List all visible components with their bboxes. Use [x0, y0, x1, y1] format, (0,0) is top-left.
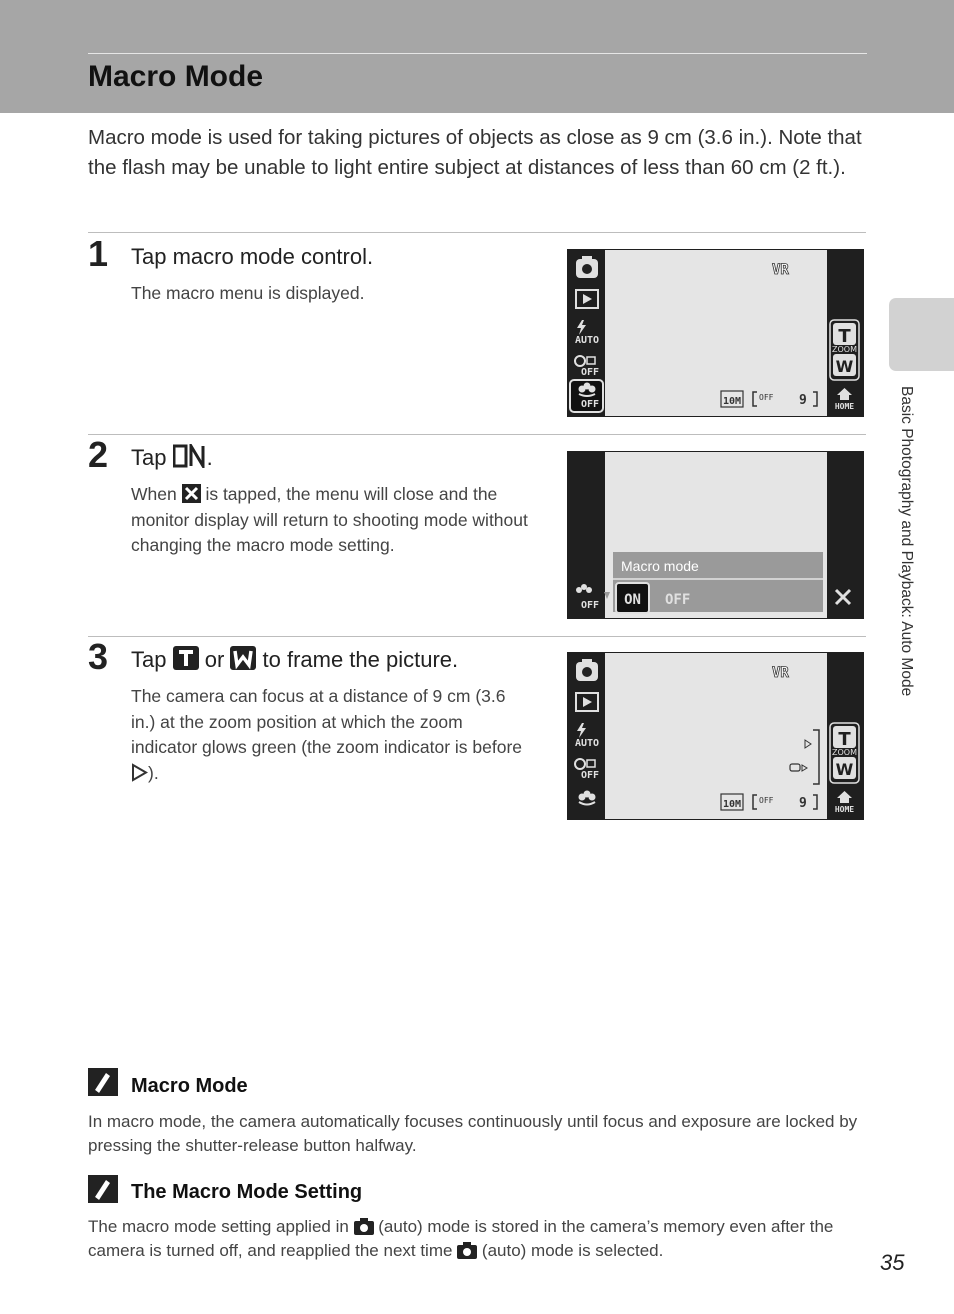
on-button-icon — [173, 444, 207, 468]
home-button[interactable] — [830, 385, 859, 412]
note-body — [88, 1215, 868, 1263]
tele-button[interactable]: T — [838, 729, 851, 750]
step-divider — [88, 232, 866, 233]
camera-screen-macro-on — [567, 652, 864, 820]
image-size-label: 10M — [723, 799, 742, 810]
macro-mode-control[interactable] — [570, 380, 603, 412]
self-timer-off-label: OFF — [581, 367, 600, 378]
step-heading-text: . — [206, 445, 213, 470]
macro-menu-title: Macro mode — [621, 558, 699, 574]
note-pencil-icon — [88, 1175, 118, 1203]
step-description-text: ). — [148, 762, 159, 783]
note-body-text: (auto) mode is stored in the camera’s memory even after the camera is turned off, and reapplied the next time — [88, 1217, 834, 1260]
step-description — [131, 482, 531, 559]
wide-button[interactable]: W — [835, 357, 854, 376]
camera-auto-mode-icon — [457, 1241, 477, 1259]
macro-on-label: ON — [624, 592, 641, 608]
vr-icon: VR — [772, 262, 789, 278]
wide-button[interactable]: W — [835, 760, 854, 779]
note-body: In macro mode, the camera automatically focuses continuously until focus and exposure are locked by pressing the shutter-release button halfway. — [88, 1112, 858, 1155]
macro-off-option-label: OFF — [665, 592, 691, 608]
zoom-control[interactable] — [830, 723, 859, 783]
step-number: 2 — [88, 434, 109, 475]
side-tab — [889, 298, 954, 371]
header-band — [0, 0, 954, 113]
playback-icon — [576, 693, 598, 711]
step-number: 3 — [88, 636, 109, 677]
zoom-label: ZOOM — [832, 748, 857, 757]
camera-icon — [576, 659, 598, 681]
step-divider — [88, 636, 866, 637]
step-divider — [88, 434, 866, 435]
zoom-indicator-triangle-icon — [131, 763, 148, 782]
step-description-text: is tapped, the menu will close and the monitor display will return to shooting mode without changing the macro mode setting. — [131, 484, 528, 555]
step-description — [131, 684, 531, 786]
image-quality-label: OFF — [759, 393, 774, 402]
close-icon — [182, 484, 201, 503]
note-body-text: The macro mode setting applied in — [88, 1217, 354, 1236]
step-heading-text: Tap — [131, 647, 173, 672]
flash-auto-label: AUTO — [575, 738, 600, 749]
camera-icon — [576, 256, 598, 278]
camera-auto-mode-icon — [354, 1217, 374, 1235]
step-description-text: When — [131, 484, 182, 504]
step-heading — [131, 443, 213, 473]
header-rule — [88, 53, 867, 54]
intro-paragraph: Macro mode is used for taking pictures of objects as close as 9 cm (3.6 in.). Note that the flash may be unable to light entire subject at distances of less than 60 cm (2 ft.). — [88, 126, 862, 179]
image-size-label: 10M — [723, 396, 742, 407]
zoom-wide-icon — [230, 646, 256, 670]
step-description-text: The camera can focus at a distance of 9 cm (3.6 in.) at the zoom position at which the zoom indicator glows green (the zoom indicator is before — [131, 686, 523, 757]
note-pencil-icon — [88, 1068, 118, 1096]
home-label: HOME — [834, 805, 855, 814]
menu-close-button[interactable] — [832, 587, 854, 607]
frames-remaining: 9 — [799, 796, 807, 811]
camera-screen-shooting — [567, 249, 864, 417]
step-heading-text: Tap — [131, 445, 173, 470]
home-label: HOME — [834, 402, 855, 411]
camera-screen-macro-menu — [567, 451, 864, 619]
flash-auto-label: AUTO — [575, 335, 600, 346]
note-title: Macro Mode — [131, 1075, 248, 1097]
zoom-control[interactable] — [830, 320, 859, 380]
macro-off-label: OFF — [581, 600, 600, 611]
note-title: The Macro Mode Setting — [131, 1181, 363, 1203]
macro-off-label: OFF — [581, 399, 600, 410]
step-heading-text: to frame the picture. — [256, 647, 459, 672]
step-heading: Tap macro mode control. — [131, 244, 374, 269]
step-heading-text: or — [198, 647, 231, 672]
page-number: 35 — [880, 1250, 905, 1275]
note-body-text: (auto) mode is selected. — [477, 1241, 664, 1260]
image-quality-label: OFF — [759, 796, 774, 805]
zoom-label: ZOOM — [832, 345, 857, 354]
side-tab-label: Basic Photography and Playback: Auto Mode — [898, 386, 915, 697]
home-button[interactable] — [830, 788, 859, 815]
frames-remaining: 9 — [799, 393, 807, 408]
tele-button[interactable]: T — [838, 326, 851, 347]
self-timer-off-label: OFF — [581, 770, 600, 781]
step-heading — [131, 645, 458, 675]
zoom-tele-icon — [173, 646, 199, 670]
vr-icon: VR — [772, 665, 789, 681]
macro-off-button[interactable] — [665, 592, 690, 608]
playback-icon — [576, 290, 598, 308]
page-title: Macro Mode — [88, 60, 264, 93]
macro-on-button[interactable] — [616, 583, 649, 613]
step-description: The macro menu is displayed. — [131, 283, 365, 303]
step-number: 1 — [88, 233, 109, 274]
